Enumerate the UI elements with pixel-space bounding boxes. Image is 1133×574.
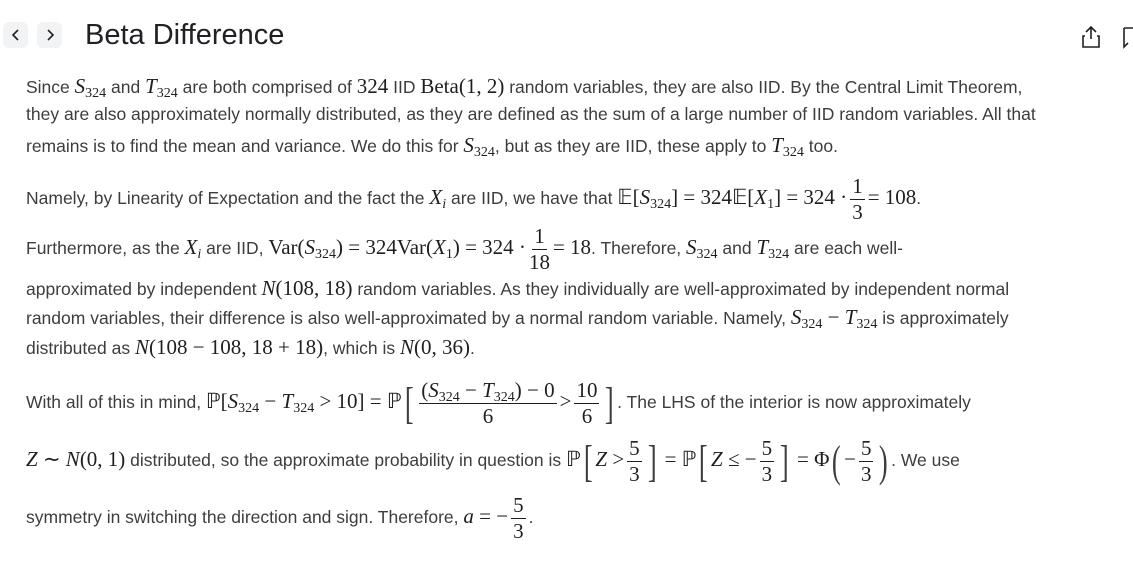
fraction-five-thirds-b: $\frac{5}{3}$ — [761, 436, 773, 486]
paragraph-2-line-5: distributed as N(108 − 108, 18 + 18), which is N(0, 36). — [26, 335, 475, 359]
bookmark-button[interactable] — [1118, 25, 1133, 49]
paragraph-3-line-3: symmetry in switching the direction and sign. Therefore, a = − $\frac{5}{3}$ . — [26, 493, 534, 543]
paragraph-2-line-1: Namely, by Linearity of Expectation and the fact the $X_i$ are IID, we have that $𝔼[S_{324}]$ = $324𝔼[X_1] = 324$ · $\frac{1}{3}$ = 108. — [26, 174, 922, 224]
chevron-left-icon — [10, 29, 22, 41]
paragraph-2-line-2: Furthermore, as the $X_i$ are IID, $Var(S_{324}) = 324Var(X_1) = 324$ · $\frac{1}{18}$ = 18. Therefore, $S_{324}$ and $T_{324}$ are each well- — [26, 224, 903, 274]
back-button[interactable] — [3, 22, 28, 48]
fraction-five-thirds-a: $\frac{5}{3}$ — [629, 436, 640, 486]
fraction-five-thirds-d: $\frac{5}{3}$ — [513, 493, 524, 543]
fraction-one-eighteenth: $\frac{1}{18}$ — [528, 224, 550, 274]
paragraph-2-line-4: random variables, their difference is also well-approximated by a normal random variable. Namely, $S_{324} - T_{324}$ is approximately — [26, 305, 1009, 332]
fraction-difference-over-six: $\frac{(S_{324} - T_{324}) - 0}{6}$ — [421, 378, 555, 428]
bookmark-icon — [1118, 25, 1133, 49]
forward-button[interactable] — [37, 22, 62, 48]
paragraph-1-line-3: remains is to find the mean and variance. We do this for $S_{324}$, but as they are IID, these apply to $T_{324}$ too. — [26, 133, 838, 160]
page-title: Beta Difference — [85, 19, 285, 51]
share-icon — [1080, 25, 1102, 49]
paragraph-1-line-1: Since $S_{324}$ and $T_{324}$ are both comprised of 324 IID Beta(1, 2) random variables, they are also IID. By the Central Limit Theorem, — [26, 74, 1023, 101]
chevron-right-icon — [44, 29, 56, 41]
fraction-ten-sixths: $\frac{10}{6}$ — [576, 378, 598, 428]
paragraph-3-line-2: Z ∼ N(0, 1) distributed, so the approximate probability in question is ℙ[ Z > $\frac{5}{3}$ ] = ℙ[ Z ≤ − $\frac{5}{3}$ ] = Φ( − $\frac{5}{3}$ ) . We use — [26, 436, 960, 486]
fraction-five-thirds-c: $\frac{5}{3}$ — [860, 436, 872, 486]
paragraph-2-line-3: approximated by independent N(108, 18) random variables. As they individually are well-approximated by independent normal — [26, 276, 1010, 300]
paragraph-3-line-1: With all of this in mind, $ℙ[S_{324} - T_{324} > 10]$ = ℙ[ $\frac{(S_{324} - T_{324}) - 0}{6}$ > $\frac{10}{6}$ ] . The LHS of the interior is now approximately — [26, 378, 971, 428]
fraction-one-third: $\frac{1}{3}$ — [852, 174, 863, 224]
paragraph-1-line-2: they are also approximately normally distributed, as they are defined as the sum of a large number of IID random variables. All that — [26, 104, 1036, 124]
share-button[interactable] — [1080, 25, 1102, 49]
